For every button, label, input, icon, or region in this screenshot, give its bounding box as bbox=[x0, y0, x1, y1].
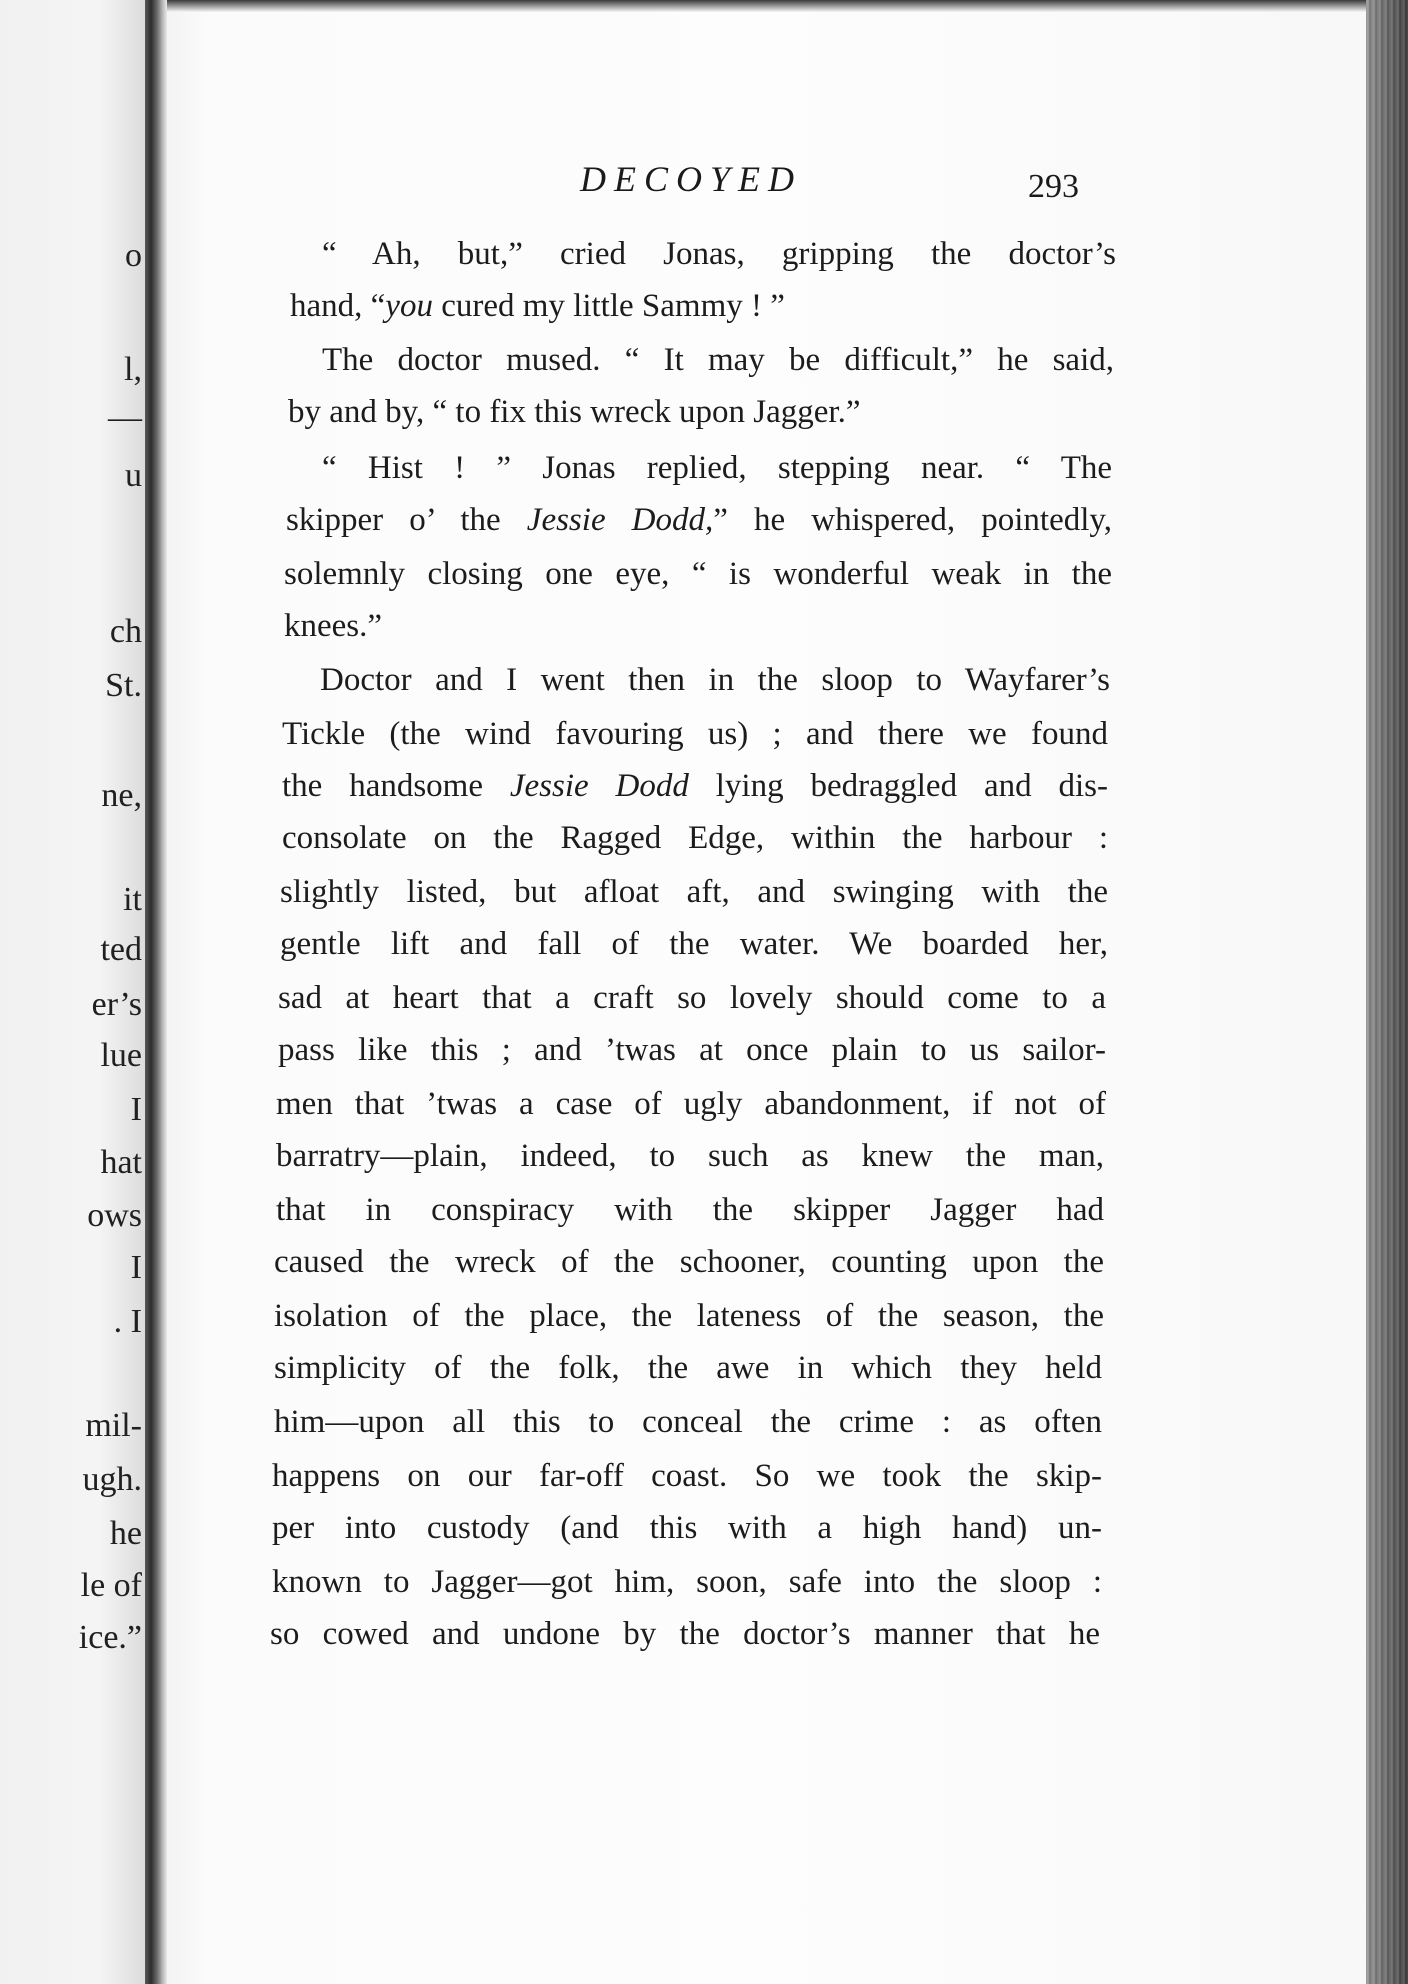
left-page-fragment: ted bbox=[100, 931, 142, 968]
text-span: Doctor and I went then in the sloop to Wayfarer’s bbox=[320, 662, 1110, 698]
text-line bbox=[278, 1030, 1106, 1070]
text-span: hand, “ bbox=[290, 288, 386, 324]
left-page-fragment: — bbox=[108, 399, 142, 436]
left-page-fragment: it bbox=[123, 881, 142, 918]
text-line bbox=[276, 1136, 1104, 1176]
text-span: skipper o’ the bbox=[286, 502, 527, 538]
text-span: sad at heart that a craft so lovely should come to a bbox=[278, 980, 1106, 1016]
text-span: known to Jagger—got him, soon, safe into the sloop : bbox=[272, 1564, 1102, 1600]
text-span: happens on our far-off coast. So we took the skip- bbox=[272, 1458, 1102, 1494]
left-page-fragment: l, bbox=[124, 351, 142, 388]
text-line bbox=[274, 1402, 1102, 1442]
text-line bbox=[276, 1190, 1104, 1230]
left-page-fragment: ows bbox=[87, 1197, 142, 1234]
text-line bbox=[286, 500, 1112, 540]
text-span: pass like this ; and ’twas at once plain to us sailor- bbox=[278, 1032, 1106, 1068]
text-span: Tickle (the wind favouring us) ; and there we found bbox=[282, 716, 1108, 752]
text-span: him—upon all this to conceal the crime : as often bbox=[274, 1404, 1102, 1440]
italic-span: Jessie Dodd, bbox=[526, 502, 714, 538]
italic-span: you bbox=[385, 288, 433, 324]
text-span: slightly listed, but afloat aft, and swinging with the bbox=[280, 874, 1108, 910]
left-page-fragment: lue bbox=[100, 1037, 142, 1074]
left-page-fragment: u bbox=[125, 457, 142, 494]
text-span: cured my little Sammy ! ” bbox=[432, 288, 785, 324]
text-line bbox=[272, 1562, 1102, 1602]
top-shadow bbox=[0, 0, 1408, 12]
left-page-fragment: ice.” bbox=[78, 1619, 142, 1656]
text-span: ” he whispered, pointedly, bbox=[713, 502, 1112, 538]
text-span: “ Hist ! ” Jonas replied, stepping near. “ The bbox=[322, 450, 1112, 486]
text-span: per into custody (and this with a high hand) un- bbox=[272, 1510, 1102, 1546]
text-span: solemnly closing one eye, “ is wonderful weak in the bbox=[284, 556, 1112, 592]
running-header: DECOYED bbox=[580, 159, 803, 199]
text-line bbox=[274, 1296, 1104, 1336]
text-line bbox=[280, 924, 1108, 964]
text-span: the handsome bbox=[282, 768, 510, 804]
left-page-fragment: I bbox=[130, 1249, 142, 1286]
text-span: that in conspiracy with the skipper Jagger had bbox=[276, 1192, 1104, 1228]
text-span: consolate on the Ragged Edge, within the harbour : bbox=[282, 820, 1108, 856]
left-page-fragment: . I bbox=[113, 1303, 142, 1340]
text-span: men that ’twas a case of ugly abandonment, if not of bbox=[276, 1086, 1106, 1122]
left-page-fragment: ch bbox=[109, 613, 142, 650]
text-span: isolation of the place, the lateness of the season, the bbox=[274, 1298, 1104, 1334]
text-line bbox=[320, 660, 1110, 700]
left-page-fragment: St. bbox=[105, 667, 142, 704]
left-page-fragment: le of bbox=[80, 1567, 142, 1604]
text-line bbox=[278, 978, 1106, 1018]
left-page-fragment: hat bbox=[100, 1144, 142, 1181]
text-span: simplicity of the folk, the awe in which they held bbox=[274, 1350, 1102, 1386]
left-page-fragment: er’s bbox=[91, 986, 142, 1023]
text-line bbox=[284, 606, 1112, 646]
text-line bbox=[288, 392, 1114, 432]
text-span: barratry—plain, indeed, to such as knew the man, bbox=[276, 1138, 1104, 1174]
text-line bbox=[280, 872, 1108, 912]
left-page-fragment: mil- bbox=[85, 1407, 142, 1444]
text-span: “ Ah, but,” cried Jonas, gripping the doctor’s bbox=[322, 236, 1116, 272]
text-line bbox=[270, 1614, 1100, 1654]
text-line bbox=[276, 1084, 1106, 1124]
text-line bbox=[322, 234, 1116, 274]
text-line bbox=[282, 714, 1108, 754]
text-line bbox=[322, 340, 1114, 380]
text-span: The doctor mused. “ It may be difficult,” he said, bbox=[322, 342, 1114, 378]
page-edges-shade bbox=[1366, 0, 1408, 1984]
text-line bbox=[272, 1456, 1102, 1496]
text-span: by and by, “ to fix this wreck upon Jagger.” bbox=[288, 394, 861, 430]
text-line bbox=[284, 554, 1112, 594]
text-line bbox=[274, 1348, 1102, 1388]
text-line bbox=[290, 286, 1116, 326]
italic-span: Jessie Dodd bbox=[509, 768, 689, 804]
text-line bbox=[282, 818, 1108, 858]
left-page-fragment: o bbox=[125, 237, 142, 274]
text-span: gentle lift and fall of the water. We boarded her, bbox=[280, 926, 1108, 962]
text-span: caused the wreck of the schooner, counting upon the bbox=[274, 1244, 1104, 1280]
text-span: knees.” bbox=[284, 608, 383, 644]
text-line bbox=[272, 1508, 1102, 1548]
left-page-fragment: ugh. bbox=[82, 1461, 142, 1498]
text-span: lying bedraggled and dis- bbox=[688, 768, 1108, 804]
left-page bbox=[0, 0, 150, 1984]
page-number: 293 bbox=[1028, 168, 1079, 205]
text-line bbox=[274, 1242, 1104, 1282]
book-gutter bbox=[145, 0, 167, 1984]
left-page-fragment: ne, bbox=[101, 777, 142, 814]
text-span: so cowed and undone by the doctor’s manner that he bbox=[270, 1616, 1100, 1652]
left-page-fragment: I bbox=[130, 1091, 142, 1128]
left-page-fragment: he bbox=[109, 1515, 142, 1552]
text-line bbox=[322, 448, 1112, 488]
text-line bbox=[282, 766, 1108, 806]
